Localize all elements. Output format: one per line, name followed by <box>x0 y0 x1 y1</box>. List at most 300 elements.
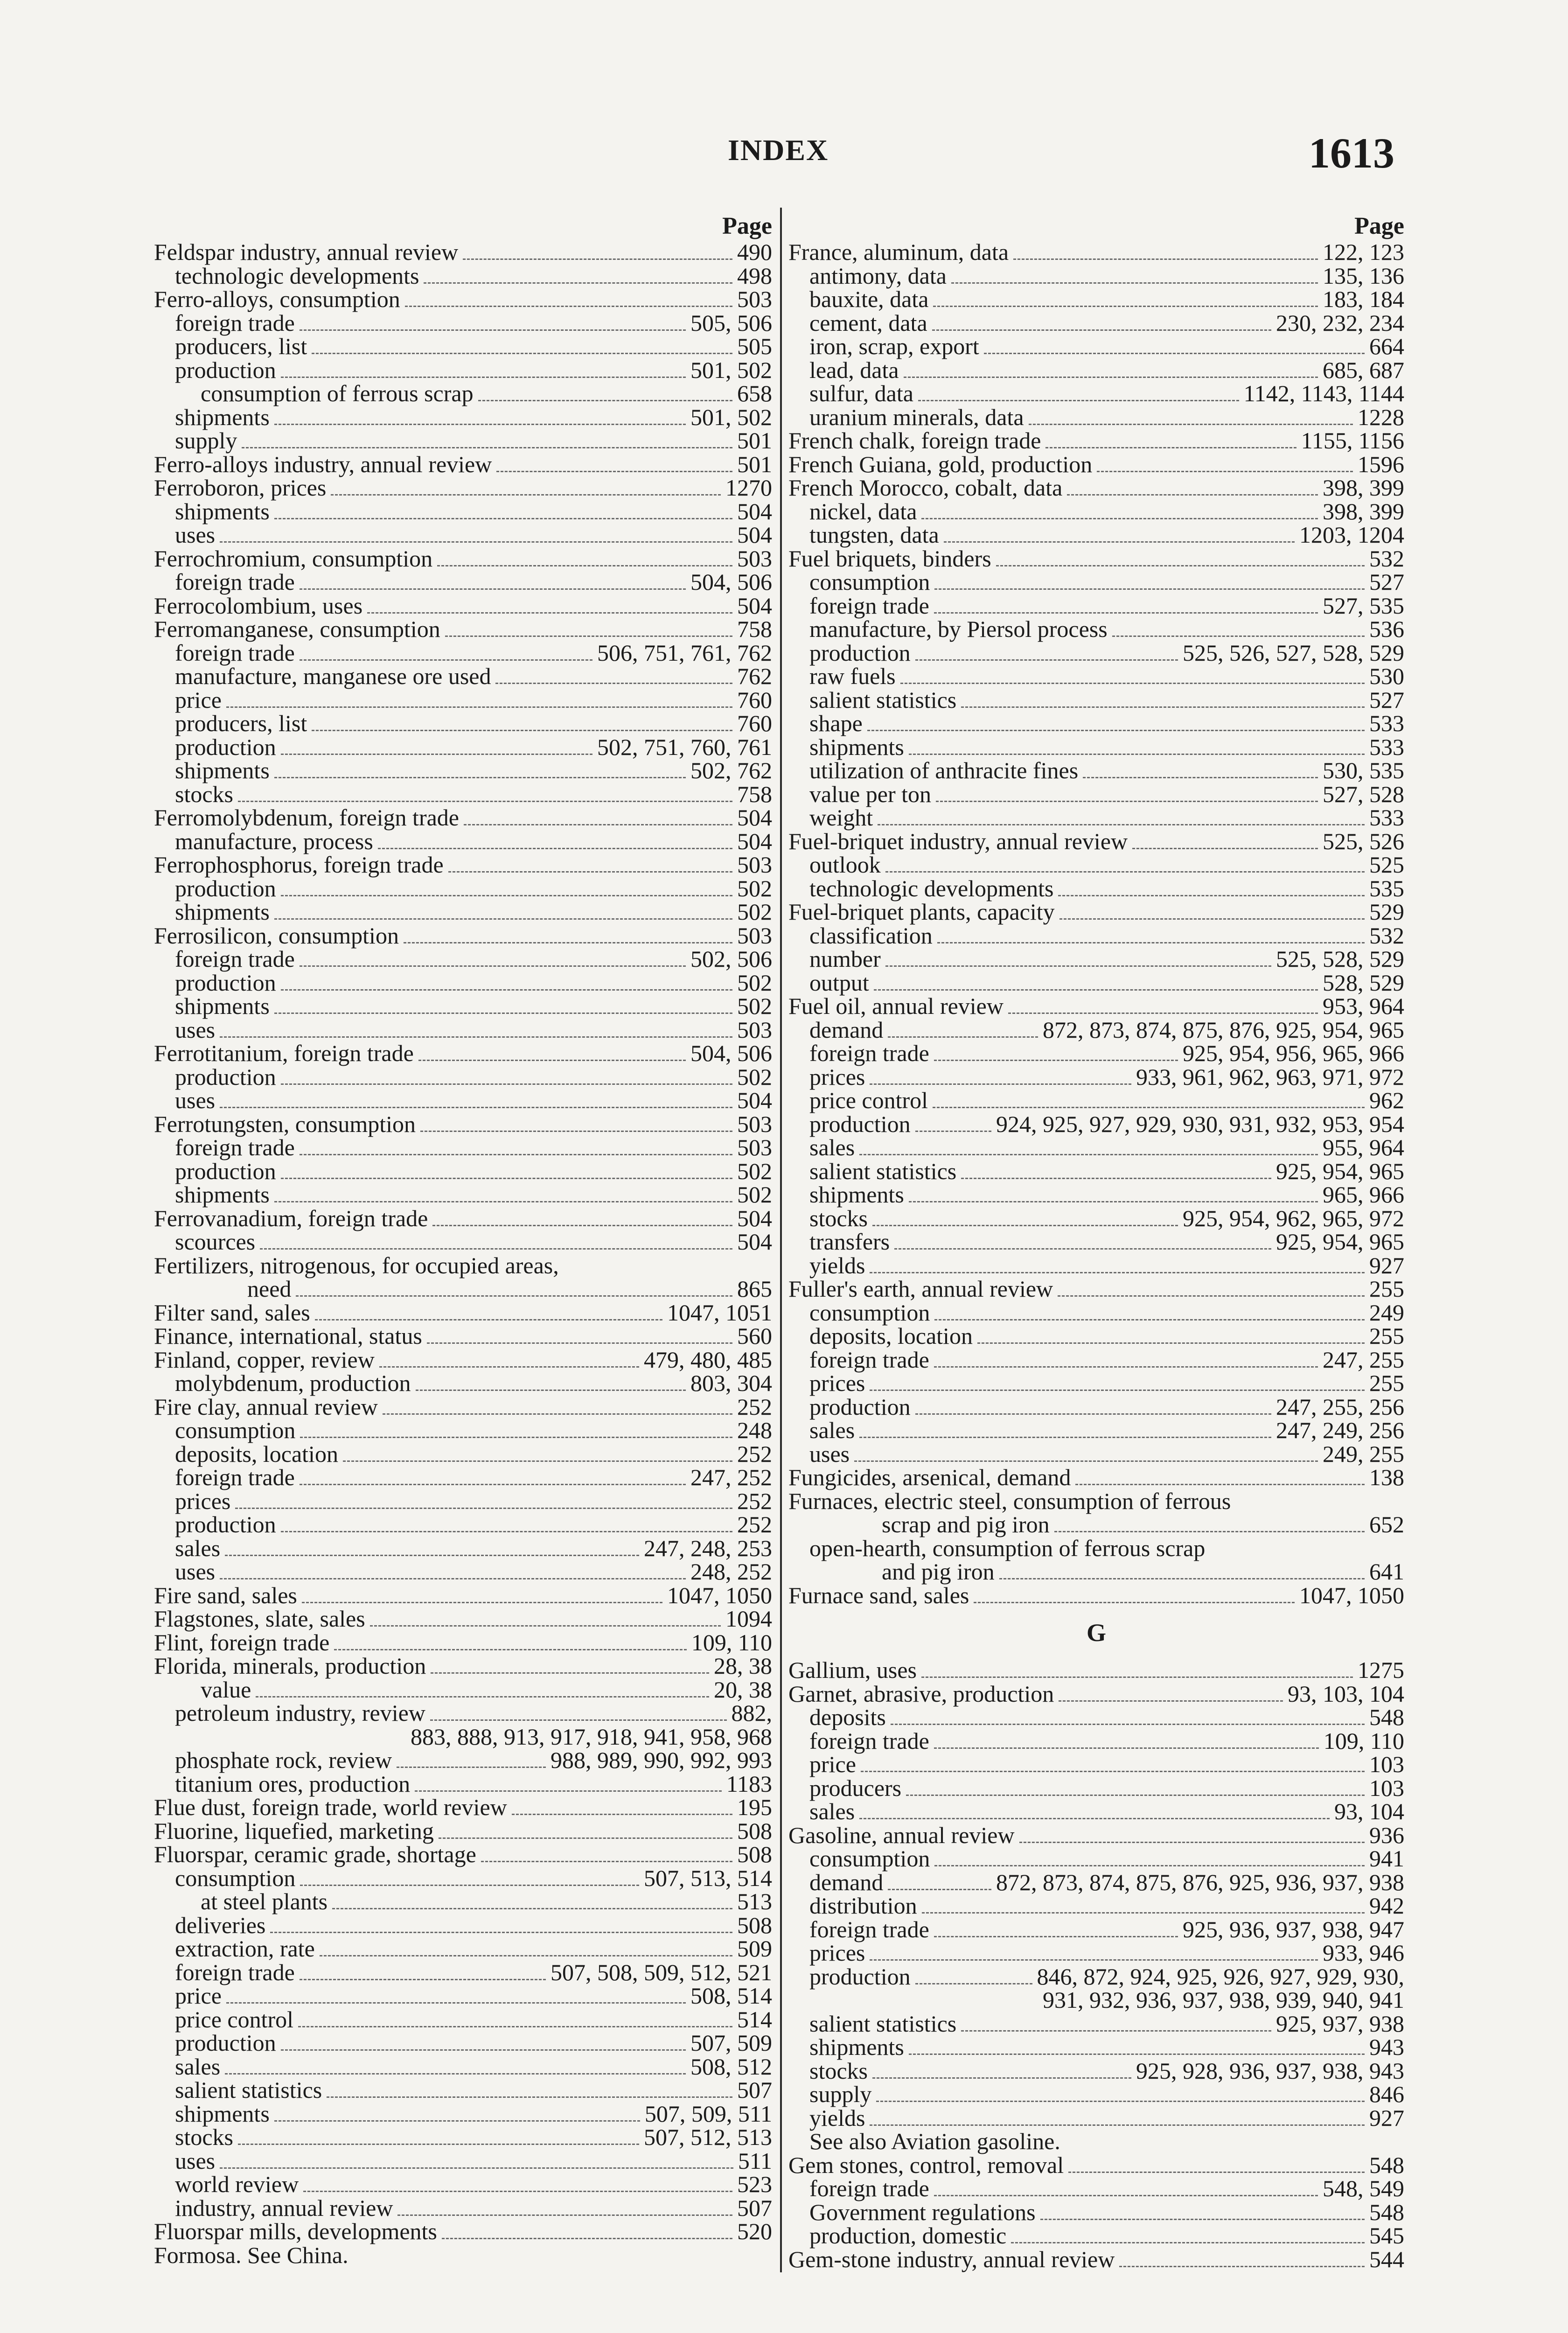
entry-term: prices <box>809 1370 865 1396</box>
dot-leader <box>904 377 1318 378</box>
entry-term: salient statistics <box>809 2010 957 2037</box>
index-entry <box>154 1065 772 1089</box>
index-entry <box>788 523 1404 547</box>
entry-term: foreign trade <box>809 592 929 619</box>
dot-leader <box>464 824 732 825</box>
entry-pages: 925, 954, 965 <box>1276 1158 1404 1184</box>
entry-term: open-hearth, consumption of ferrous scrap <box>809 1535 1206 1561</box>
entry-pages: 872, 873, 874, 875, 876, 925, 936, 937, 938 <box>996 1869 1404 1895</box>
dot-leader <box>281 989 732 991</box>
entry-term: tungsten, data <box>809 522 939 548</box>
index-entry <box>154 1230 772 1254</box>
entry-pages: 249 <box>1369 1299 1404 1326</box>
section-letter-heading: G <box>1086 1619 1106 1647</box>
entry-pages: 527 <box>1369 686 1404 713</box>
index-column-right <box>788 212 1404 2271</box>
entry-pages: 511 <box>738 2147 772 2174</box>
dot-leader <box>281 1531 732 1532</box>
entry-term: technologic developments <box>175 262 419 289</box>
entry-term: shipments <box>175 498 270 524</box>
index-entry <box>788 1537 1404 1560</box>
entry-term: Ferro-alloys industry, annual review <box>154 451 492 477</box>
entry-term: consumption <box>809 1299 930 1326</box>
entry-term: production <box>175 356 276 383</box>
index-entry <box>788 1136 1404 1160</box>
entry-pages: 93, 104 <box>1334 1798 1404 1824</box>
dot-leader <box>495 683 732 684</box>
dot-leader <box>300 329 686 331</box>
dot-leader <box>379 1366 639 1368</box>
index-entry <box>154 1371 772 1395</box>
index-entry <box>154 2220 772 2243</box>
index-entry <box>788 664 1404 688</box>
index-entry <box>154 830 772 853</box>
dot-leader <box>867 730 1365 731</box>
dot-leader <box>442 2238 732 2239</box>
index-entry <box>154 947 772 971</box>
index-entry <box>154 2078 772 2102</box>
index-entry <box>154 782 772 806</box>
dot-leader <box>1040 2219 1365 2220</box>
dot-leader <box>437 565 732 566</box>
index-entry <box>154 759 772 782</box>
entry-term: shape <box>809 710 863 736</box>
index-entry <box>154 500 772 524</box>
dot-leader <box>300 588 686 590</box>
entry-term: uses <box>175 2147 216 2174</box>
entry-pages: 535 <box>1369 875 1404 901</box>
index-entry <box>788 1395 1404 1419</box>
entry-pages: 501 <box>737 451 772 477</box>
entry-pages: 252 <box>737 1440 772 1467</box>
dot-leader <box>933 306 1318 307</box>
entry-term: Furnace sand, sales <box>788 1582 969 1608</box>
entry-term: foreign trade <box>175 1464 295 1490</box>
dot-leader <box>274 2120 640 2122</box>
dot-leader <box>934 1319 1365 1320</box>
entry-pages: 927 <box>1369 2104 1404 2131</box>
entry-pages: 505, 506 <box>690 309 772 336</box>
index-entry <box>788 1442 1404 1466</box>
entry-pages: 504, 506 <box>690 1040 772 1066</box>
entry-term: Ferrotitanium, foreign trade <box>154 1040 414 1066</box>
index-entry <box>788 453 1404 476</box>
index-entry <box>788 1965 1404 1989</box>
index-entry <box>788 1230 1404 1254</box>
index-entry <box>788 2248 1404 2271</box>
entry-pages: 760 <box>737 686 772 713</box>
entry-pages: 109, 110 <box>1323 1727 1404 1754</box>
entry-pages: 520 <box>737 2218 772 2244</box>
entry-term: prices <box>809 1063 865 1090</box>
index-entry <box>788 382 1404 405</box>
dot-leader <box>281 754 592 755</box>
index-entry <box>154 1654 772 1678</box>
index-entry <box>154 1984 772 2008</box>
dot-leader <box>859 1437 1271 1438</box>
entry-term: Fire sand, sales <box>154 1582 297 1608</box>
entry-pages: 503 <box>737 852 772 878</box>
index-entry <box>788 924 1404 948</box>
entry-pages: 508 <box>737 1817 772 1844</box>
entry-term: uses <box>175 1558 216 1585</box>
entry-term: Furnaces, electric steel, consumption of ferrous <box>788 1488 1231 1514</box>
dot-leader <box>909 1201 1318 1202</box>
index-entry-list <box>788 1658 1404 2271</box>
entry-pages: 230, 232, 234 <box>1276 309 1404 336</box>
dot-leader <box>281 2049 686 2051</box>
entry-term: salient statistics <box>175 2077 322 2103</box>
dot-leader <box>915 659 1178 661</box>
entry-term: Finland, copper, review <box>154 1346 375 1373</box>
dot-leader <box>220 2167 733 2169</box>
entry-term: Fuel briquets, binders <box>788 545 991 572</box>
dot-leader <box>260 1248 732 1250</box>
entry-term: raw fuels <box>809 663 896 689</box>
entry-pages: 504 <box>737 1087 772 1113</box>
entry-pages: 502, 751, 760, 761 <box>597 733 772 760</box>
index-entry <box>788 735 1404 759</box>
entry-term: production <box>175 1158 276 1184</box>
index-entry <box>788 547 1404 571</box>
entry-pages: 882, <box>731 1700 772 1726</box>
dot-leader <box>921 1676 1353 1678</box>
entry-pages: 501, 502 <box>690 404 772 430</box>
entry-pages: 925, 954, 962, 965, 972 <box>1183 1205 1404 1231</box>
entry-term: price control <box>809 1087 928 1113</box>
entry-pages: 1270 <box>725 475 772 501</box>
entry-term: French Morocco, cobalt, data <box>788 475 1063 501</box>
index-entry <box>788 429 1404 453</box>
entry-term: producers, list <box>175 333 307 359</box>
entry-pages: 872, 873, 874, 875, 876, 925, 954, 965 <box>1043 1016 1404 1043</box>
entry-pages: 931, 932, 936, 937, 938, 939, 940, 941 <box>1043 1987 1404 2013</box>
entry-pages: 933, 961, 962, 963, 971, 972 <box>1136 1063 1404 1090</box>
dot-leader <box>334 1649 687 1650</box>
entry-pages: 255 <box>1369 1276 1404 1302</box>
entry-pages: 1155, 1156 <box>1301 427 1404 454</box>
dot-leader <box>445 636 732 637</box>
dot-leader <box>977 1342 1365 1344</box>
entry-pages: 503 <box>737 1134 772 1160</box>
entry-term: deposits, location <box>175 1440 338 1467</box>
entry-term: Ferrosilicon, consumption <box>154 922 399 949</box>
entry-term: foreign trade <box>809 1346 929 1373</box>
dot-leader <box>934 588 1365 590</box>
entry-pages: 532 <box>1369 922 1404 949</box>
entry-pages: 504 <box>737 522 772 548</box>
entry-term: production <box>809 1963 911 1990</box>
dot-leader <box>1059 1700 1283 1702</box>
dot-leader <box>220 1036 732 1038</box>
index-entry <box>154 429 772 453</box>
entry-term: Fluorine, liquefied, marketing <box>154 1817 434 1844</box>
dot-leader <box>870 1272 1365 1273</box>
dot-leader <box>300 659 592 661</box>
entry-pages: 498 <box>737 262 772 289</box>
entry-pages: 962 <box>1369 1087 1404 1113</box>
entry-pages: 652 <box>1369 1511 1404 1537</box>
index-entry <box>154 594 772 618</box>
dot-leader <box>281 377 686 378</box>
entry-term: extraction, rate <box>175 1935 315 1962</box>
index-entry <box>154 570 772 594</box>
entry-term: foreign trade <box>809 1916 929 1942</box>
entry-pages: 658 <box>737 380 772 406</box>
index-entry <box>788 2059 1404 2083</box>
index-entry <box>788 1776 1404 1800</box>
entry-pages: 846, 872, 924, 925, 926, 927, 929, 930, <box>1037 1963 1404 1990</box>
entry-term: Gem stones, control, removal <box>788 2151 1064 2178</box>
entry-term: scources <box>175 1229 256 1255</box>
entry-term: Ferroboron, prices <box>154 475 327 501</box>
entry-pages: 527 <box>1369 569 1404 595</box>
index-entry <box>788 2177 1404 2200</box>
dot-leader <box>934 1747 1319 1749</box>
entry-pages: 883, 888, 913, 917, 918, 941, 958, 968 <box>411 1723 772 1750</box>
index-entry <box>154 453 772 476</box>
entry-pages: 525, 526, 527, 528, 529 <box>1183 639 1404 666</box>
entry-term: value per ton <box>809 781 932 807</box>
index-entry <box>788 240 1404 264</box>
entry-term: technologic developments <box>809 875 1054 901</box>
entry-pages: 508, 514 <box>690 1983 772 2009</box>
index-entry <box>788 877 1404 901</box>
entry-term: value <box>201 1676 251 1703</box>
dot-leader <box>448 871 732 873</box>
entry-term: shipments <box>175 899 270 925</box>
index-entry <box>788 1371 1404 1395</box>
index-entry <box>788 2200 1404 2224</box>
dot-leader <box>870 1390 1365 1391</box>
entry-term: price control <box>175 2006 294 2033</box>
entry-term: Gallium, uses <box>788 1657 917 1683</box>
index-column-left <box>154 212 772 2267</box>
index-entry <box>154 735 772 759</box>
index-entry <box>788 1560 1404 1584</box>
dot-leader <box>420 1131 732 1132</box>
index-entry <box>788 1160 1404 1183</box>
dot-leader <box>415 1790 722 1792</box>
entry-term: Flint, foreign trade <box>154 1629 330 1655</box>
entry-pages: 803, 304 <box>690 1370 772 1396</box>
index-entry <box>154 1678 772 1702</box>
entry-pages: 527, 535 <box>1323 592 1404 619</box>
dot-leader <box>934 1936 1178 1937</box>
entry-term: outlook <box>809 852 881 878</box>
entry-pages: 936 <box>1369 1822 1404 1848</box>
index-entry <box>788 830 1404 853</box>
entry-term: France, aluminum, data <box>788 239 1009 265</box>
entry-term: foreign trade <box>175 639 295 666</box>
index-entry <box>154 1819 772 1843</box>
entry-term: Fuel oil, annual review <box>788 993 1004 1019</box>
dot-leader <box>300 1484 686 1485</box>
dot-leader <box>270 1932 732 1933</box>
entry-pages: 965, 966 <box>1323 1181 1404 1208</box>
entry-pages: 504 <box>737 1229 772 1255</box>
entry-term: consumption <box>175 1865 296 1891</box>
running-title: INDEX <box>728 133 829 167</box>
entry-term: stocks <box>175 2124 233 2150</box>
entry-pages: 247, 255, 256 <box>1276 1393 1404 1420</box>
entry-term: foreign trade <box>175 309 295 336</box>
entry-pages: 548 <box>1369 2151 1404 2178</box>
entry-pages: 548 <box>1369 2199 1404 2225</box>
entry-term: sales <box>175 2053 221 2080</box>
entry-term: Fungicides, arsenical, demand <box>788 1464 1071 1490</box>
index-entry <box>154 2102 772 2126</box>
entry-pages: 247, 252 <box>690 1464 772 1490</box>
index-entry <box>154 1725 772 1749</box>
entry-term: antimony, data <box>809 262 947 289</box>
entry-pages: 530, 535 <box>1323 757 1404 783</box>
index-entry <box>154 1631 772 1655</box>
entry-pages: 1047, 1050 <box>667 1582 772 1608</box>
dot-leader <box>937 942 1365 943</box>
entry-pages: 502 <box>737 899 772 925</box>
index-entry <box>154 688 772 712</box>
entry-term: Fuller's earth, annual review <box>788 1276 1053 1302</box>
index-entry <box>788 617 1404 641</box>
dot-leader <box>238 801 732 802</box>
entry-pages: 501 <box>737 427 772 454</box>
index-entry <box>154 264 772 288</box>
entry-term: salient statistics <box>809 1158 957 1184</box>
entry-term: transfers <box>809 1229 890 1255</box>
entry-term: prices <box>175 1488 231 1514</box>
entry-term: sales <box>809 1134 855 1160</box>
entry-term: production <box>175 969 276 996</box>
entry-term: foreign trade <box>809 2175 929 2201</box>
index-entry <box>154 1466 772 1489</box>
dot-leader <box>996 565 1365 566</box>
entry-term: prices <box>809 1940 865 1966</box>
index-entry <box>154 1560 772 1584</box>
entry-term: foreign trade <box>175 1959 295 1985</box>
index-entry <box>788 1041 1404 1065</box>
dot-leader <box>1097 471 1353 472</box>
index-entry <box>788 1894 1404 1918</box>
index-entry <box>788 1489 1404 1513</box>
entry-term: production <box>175 1511 276 1537</box>
entry-pages: 514 <box>737 2006 772 2033</box>
dot-leader <box>439 1837 732 1839</box>
dot-leader <box>300 1885 639 1886</box>
index-entry <box>154 1489 772 1513</box>
dot-leader <box>870 1959 1318 1961</box>
dot-leader <box>225 1555 639 1556</box>
entry-pages: 1275 <box>1358 1657 1404 1683</box>
entry-term: deliveries <box>175 1912 266 1938</box>
entry-pages: 941 <box>1369 1845 1404 1872</box>
index-entry <box>154 617 772 641</box>
dot-leader <box>934 2195 1318 2196</box>
index-entry <box>154 1914 772 1937</box>
dot-leader <box>921 518 1318 519</box>
entry-term: Ferrotungsten, consumption <box>154 1111 416 1137</box>
page-column-label: Page <box>1354 213 1404 239</box>
dot-leader <box>878 824 1365 825</box>
dot-leader <box>1112 636 1365 637</box>
index-entry <box>788 1823 1404 1847</box>
entry-pages: 508 <box>737 1841 772 1867</box>
entry-pages: 955, 964 <box>1323 1134 1404 1160</box>
entry-term: Government regulations <box>809 2199 1036 2225</box>
entry-term: weight <box>809 804 873 831</box>
dot-leader <box>367 612 732 614</box>
entry-pages: 507, 509, 511 <box>644 2100 772 2127</box>
dot-leader <box>320 1955 732 1956</box>
entry-term: production <box>175 875 276 901</box>
entry-pages: 20, 38 <box>714 1676 772 1703</box>
dot-leader <box>312 730 732 731</box>
index-entry <box>788 1658 1404 1682</box>
entry-pages: 536 <box>1369 616 1404 642</box>
entry-term: shipments <box>175 1181 270 1208</box>
entry-term: shipments <box>175 993 270 1019</box>
index-entry <box>154 1136 772 1160</box>
entry-term: shipments <box>809 733 904 760</box>
dot-leader <box>416 1390 686 1391</box>
entry-term: uses <box>175 1087 216 1113</box>
entry-pages: 525, 528, 529 <box>1276 946 1404 972</box>
index-entry <box>788 2130 1404 2153</box>
dot-leader <box>300 965 686 967</box>
entry-pages: 247, 249, 256 <box>1276 1417 1404 1443</box>
index-entry <box>788 2153 1404 2177</box>
index-entry <box>788 594 1404 618</box>
entry-term: Ferrocolombium, uses <box>154 592 363 619</box>
entry-pages: 933, 946 <box>1323 1940 1404 1966</box>
entry-pages: 28, 38 <box>714 1653 772 1679</box>
entry-term: Ferrochromium, consumption <box>154 545 433 572</box>
dot-leader <box>1068 2172 1365 2173</box>
entry-pages: 490 <box>737 239 772 265</box>
index-entry <box>154 1277 772 1301</box>
entry-term: manufacture, process <box>175 828 373 854</box>
dot-leader <box>383 1413 732 1415</box>
entry-pages: 529 <box>1369 899 1404 925</box>
dot-leader <box>315 1319 662 1320</box>
entry-term: iron, scrap, export <box>809 333 979 359</box>
entry-term: shipments <box>809 1181 904 1208</box>
entry-pages: 122, 123 <box>1323 239 1404 265</box>
dot-leader <box>1013 258 1318 260</box>
entry-pages: 533 <box>1369 733 1404 760</box>
dot-leader <box>281 1083 732 1085</box>
entry-pages: 925, 936, 937, 938, 947 <box>1183 1916 1404 1942</box>
index-entry <box>154 1772 772 1796</box>
entry-term: shipments <box>175 757 270 783</box>
entry-term: Ferromolybdenum, foreign trade <box>154 804 459 831</box>
dot-leader <box>404 942 732 943</box>
dot-leader <box>1054 1531 1365 1532</box>
dot-leader <box>427 1342 732 1344</box>
index-entry <box>154 1041 772 1065</box>
dot-leader <box>1075 1484 1365 1485</box>
index-entry <box>154 641 772 665</box>
index-entry <box>788 900 1404 924</box>
entry-term: manufacture, manganese ore used <box>175 663 491 689</box>
dot-leader <box>431 1672 709 1674</box>
index-entry <box>788 782 1404 806</box>
entry-pages: 925, 928, 936, 937, 938, 943 <box>1136 2057 1404 2084</box>
index-entry <box>154 853 772 877</box>
entry-pages: 183, 184 <box>1323 286 1404 312</box>
dot-leader <box>1058 895 1365 896</box>
entry-pages: 503 <box>737 286 772 312</box>
